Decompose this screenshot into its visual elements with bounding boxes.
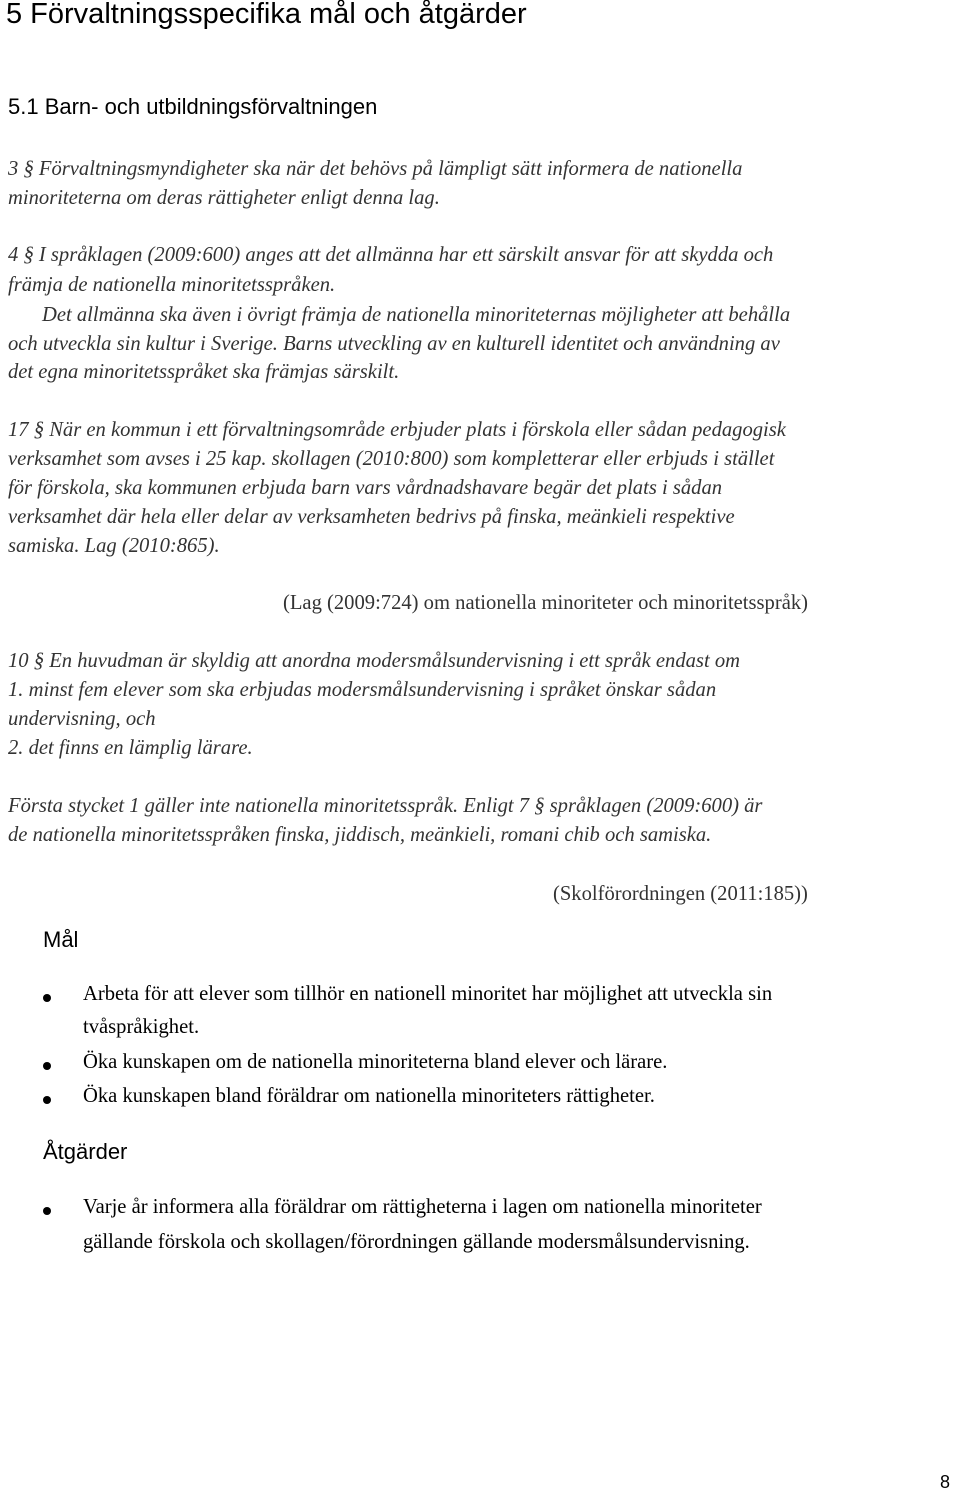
quote-line: och utveckla sin kultur i Sverige. Barns utveckling av en kulturell identitet och användning av bbox=[8, 333, 780, 355]
action-item: Varje år informera alla föräldrar om rättigheterna i lagen om nationella minoriteter bbox=[83, 1196, 762, 1218]
quote-line: 3 § Förvaltningsmyndigheter ska när det behövs på lämpligt sätt informera de nationella bbox=[8, 158, 743, 180]
goal-item: Arbeta för att elever som tillhör en nationell minoritet har möjlighet att utveckla sin bbox=[83, 983, 773, 1005]
page-number: 8 bbox=[939, 1472, 950, 1492]
goal-item-continued: tvåspråkighet. bbox=[83, 1016, 200, 1038]
action-item-continued: gällande förskola och skollagen/förordningen gällande modersmålsundervisning. bbox=[83, 1231, 750, 1253]
goals-heading: Mål bbox=[43, 927, 79, 952]
quote-line: främja de nationella minoritetsspråken. bbox=[8, 274, 336, 296]
goal-item: Öka kunskapen om de nationella minoriteterna bland elever och lärare. bbox=[83, 1051, 668, 1073]
bullet-icon bbox=[43, 994, 51, 1002]
quote-line: Första stycket 1 gäller inte nationella minoritetsspråk. Enligt 7 § språklagen (2009:600) är bbox=[8, 795, 763, 817]
quote-line: verksamhet som avses i 25 kap. skollagen (2010:800) som kompletterar eller erbjuds i stället bbox=[8, 448, 775, 470]
actions-heading: Åtgärder bbox=[43, 1139, 128, 1164]
quote-line: minoriteterna om deras rättigheter enligt denna lag. bbox=[8, 187, 440, 209]
quote-line: Det allmänna ska även i övrigt främja de nationella minoriteternas möjligheter att behålla bbox=[42, 304, 791, 326]
bullet-icon bbox=[43, 1207, 51, 1215]
quote-line: det egna minoritetsspråket ska främjas särskilt. bbox=[8, 361, 400, 383]
bullet-icon bbox=[43, 1062, 51, 1070]
quote-line: samiska. Lag (2010:865). bbox=[8, 535, 220, 557]
quote-line: de nationella minoritetsspråken finska, jiddisch, meänkieli, romani chib och samiska. bbox=[8, 824, 712, 846]
source-citation: (Skolförordningen (2011:185)) bbox=[553, 883, 808, 905]
quote-line: 10 § En huvudman är skyldig att anordna modersmålsundervisning i ett språk endast om bbox=[8, 650, 740, 672]
page-title: 5 Förvaltningsspecifika mål och åtgärder bbox=[6, 0, 527, 30]
quote-line: 4 § I språklagen (2009:600) anges att det allmänna har ett särskilt ansvar för att skydda och bbox=[8, 244, 774, 266]
source-citation: (Lag (2009:724) om nationella minoriteter och minoritetsspråk) bbox=[283, 592, 808, 614]
quote-line: undervisning, och bbox=[8, 708, 156, 730]
quote-line: verksamhet där hela eller delar av verksamheten bedrivs på finska, meänkieli respektive bbox=[8, 506, 735, 528]
goal-item: Öka kunskapen bland föräldrar om nationella minoriteters rättigheter. bbox=[83, 1085, 655, 1107]
quote-line: 2. det finns en lämplig lärare. bbox=[8, 737, 253, 759]
quote-line: för förskola, ska kommunen erbjuda barn vars vårdnadshavare begär det plats i sådan bbox=[8, 477, 723, 499]
section-title: 5.1 Barn- och utbildningsförvaltningen bbox=[8, 94, 378, 119]
bullet-icon bbox=[43, 1096, 51, 1104]
quote-line: 1. minst fem elever som ska erbjudas modersmålsundervisning i språket önskar sådan bbox=[8, 679, 717, 701]
quote-line: 17 § När en kommun i ett förvaltningsområde erbjuder plats i förskola eller sådan pedagogisk bbox=[8, 419, 786, 441]
